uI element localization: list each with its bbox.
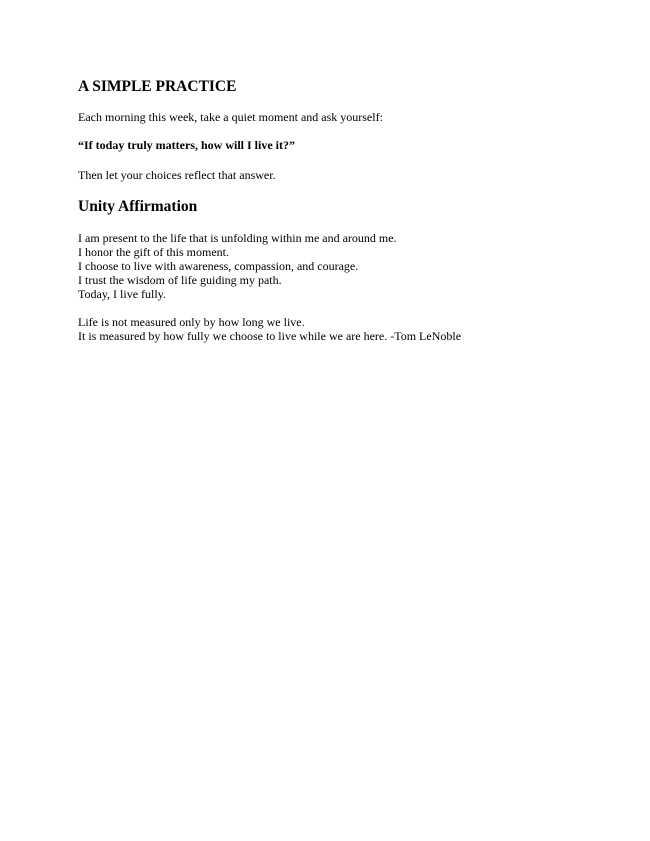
- affirmation-lines: [78, 231, 578, 301]
- practice-intro: Each morning this week, take a quiet moment and ask yourself:: [78, 110, 383, 124]
- closing-quote: [78, 315, 578, 343]
- quote-line: Life is not measured only by how long we live.: [78, 315, 305, 329]
- affirmation-line: I am present to the life that is unfolding within me and around me.: [78, 231, 397, 245]
- quote-line: It is measured by how fully we choose to live while we are here. -Tom LeNoble: [78, 329, 462, 343]
- affirmation-title: Unity Affirmation: [78, 198, 198, 215]
- affirmation-line: I trust the wisdom of life guiding my path.: [78, 273, 282, 287]
- affirmation-line: I honor the gift of this moment.: [78, 245, 229, 259]
- practice-title: A SIMPLE PRACTICE: [78, 78, 237, 95]
- spacer: [78, 301, 578, 315]
- affirmation-line: I choose to live with awareness, compassion, and courage.: [78, 259, 359, 273]
- document-content: [78, 78, 578, 343]
- practice-closing: Then let your choices reflect that answer.: [78, 168, 276, 182]
- affirmation-line: Today, I live fully.: [78, 287, 166, 301]
- practice-question: “If today truly matters, how will I live it?”: [78, 138, 295, 152]
